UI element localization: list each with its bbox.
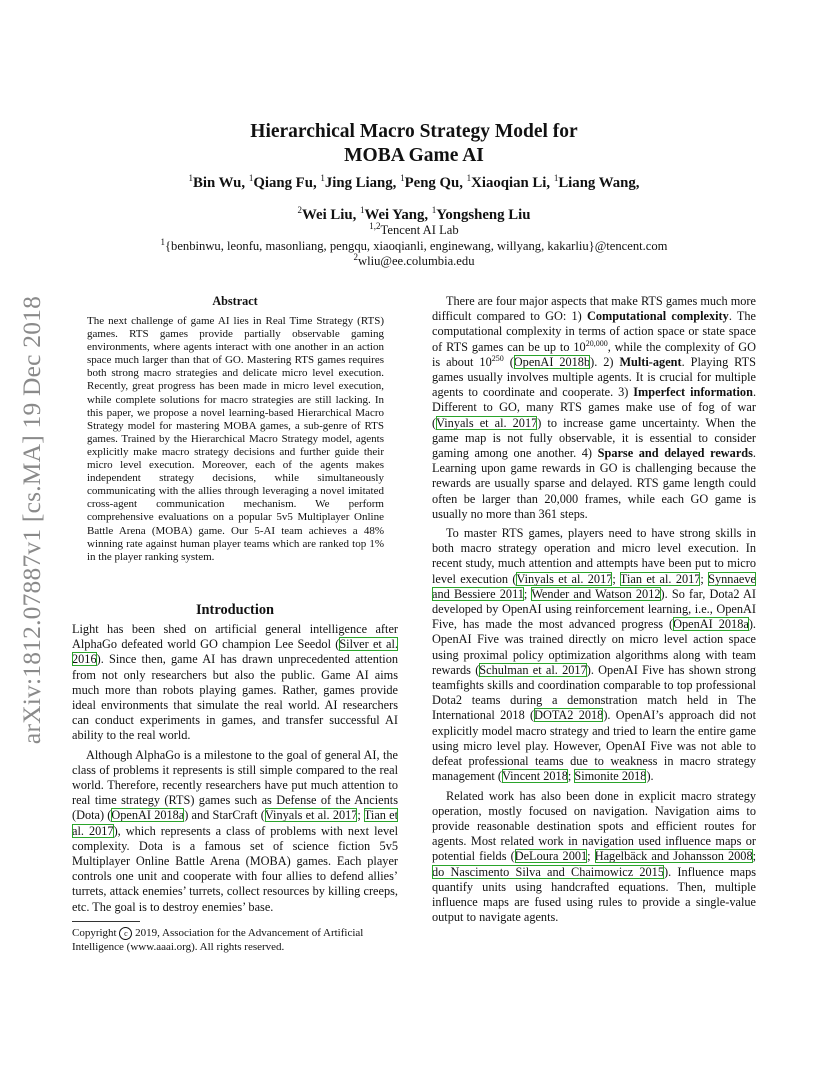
citation-link[interactable]: Schulman et al. 2017: [479, 662, 587, 677]
author-name: Wei Yang,: [364, 207, 432, 223]
email: wliu@ee.columbia.edu: [357, 254, 475, 268]
abstract-text: The next challenge of game AI lies in Real Time Strategy (RTS) games. RTS games provide partially observable gaming environments, where agents interact with one another in an action space much larger than that of GO. Mastering RTS games requires both strong macro strategies and delicate micro level execution. Recently, great progress has been made in micro level execution, while complete solutions for macro strategies are still lacking. In this paper, we propose a novel learning-based Hierarchical Macro Strategy model for mastering MOBA games, a sub-genre of RTS games. Trained by the Hierarchical Macro Strategy model, agents explicitly make macro strategy decisions and further guide their micro level execution. Moreover, each of the agents makes independent strategy decisions, while simultaneously communicating with the allies through leveraging a novel imitated cross-agent communication mechanism. We perform comprehensive evaluations on a popular 5v5 Multiplayer Online Battle Arena (MOBA) game. Our 5-AI team achieves a 48% winning rate against human player teams which are ranked top 1% in the player ranking system.: [87, 315, 384, 563]
left-column-body: [72, 622, 398, 915]
text: ;: [587, 849, 595, 864]
affiliation-lab: [60, 220, 768, 238]
text: ), which represents a class of problems with next level complexity. Dota is a famous set of science fiction 5v5 Multiplayer Online Battle Arena (MOBA) games. Each player controls one unit and cooperate with four allies to defend allies’ turrets, attack enemies’ turrets, collect resources by killing creeps, etc. The goal is to destroy enemies’ base.: [72, 823, 398, 914]
affil-marker: 2: [297, 205, 303, 216]
text: ). So far, Dota2 AI developed by OpenAI using reinforcement learning, i.e., OpenAI Five, has made the most advanced progress (: [432, 586, 756, 632]
text: ). Since then, game AI has drawn unprecedented attention from not only researchers but also the public. Game AI aims much more than robots playing games. Rather, games provide ideal environments that simulate the real world. AI researchers can conduct experiments in games, and transfer successful AI ability to the real world.: [72, 652, 398, 743]
author-name: Qiang Fu,: [253, 175, 321, 191]
affil-marker: 1: [320, 173, 325, 184]
affil-marker: 1: [188, 173, 194, 184]
affil-marker: 2: [353, 251, 358, 262]
authors-line-2: [60, 206, 768, 224]
text: ;: [567, 769, 575, 784]
citation-link[interactable]: Vinyals et al. 2017: [516, 571, 613, 586]
text: ). 2): [590, 354, 620, 369]
text: ). OpenAI Five was trained directly on micro level action space using proximal policy optimization algorithms along with team rewards (: [432, 617, 756, 677]
text: ;: [752, 849, 757, 864]
introduction-heading: Introduction: [195, 602, 275, 618]
right-paragraph-3: [432, 789, 756, 926]
affil-marker: 1: [400, 173, 405, 184]
author-name: Peng Qu,: [404, 175, 467, 191]
citation-link[interactable]: Vincent 2018: [502, 769, 568, 784]
affil-marker: 1,2: [369, 220, 381, 231]
text: ). OpenAI Five has shown strong teamfights skills and coordination comparable to top professional Dota2 teams during a demonstration match held in The International 2018 (: [432, 662, 756, 723]
citation-link[interactable]: OpenAI 2018a: [111, 808, 185, 823]
citation-link[interactable]: Synnaeve and Bessiere 2011: [432, 571, 756, 601]
author-name: Xiaoqian Li,: [471, 175, 554, 191]
citation-link[interactable]: Vinyals et al. 2017: [436, 415, 538, 430]
author-name: Wei Liu,: [302, 207, 360, 223]
citation-link[interactable]: DeLoura 2001: [514, 849, 588, 864]
email-list: {benbinwu, leonfu, masonliang, pengqu, xiaoqianli, enginewang, willyang, kakarliu}@tencent.com: [165, 239, 668, 253]
citation-link[interactable]: Tian et al. 2017: [619, 571, 701, 586]
affil-marker: 1: [248, 173, 254, 184]
title-line-2: MOBA Game AI: [344, 145, 484, 166]
copyright-footnote: [72, 926, 398, 954]
text: . The computational complexity in terms of action space or state space of RTS games can be up to 10: [432, 309, 757, 354]
citation-link[interactable]: Hagelbäck and Johansson 2008: [594, 849, 753, 864]
text: ).: [646, 769, 654, 784]
text: There are four major aspects that make RTS games much more difficult compared to GO: 1): [432, 294, 756, 324]
text: To master RTS games, players need to have strong skills in both macro strategy operation and micro level execution. In recent study, much attention and attempts have been put to micro level execution (: [432, 526, 756, 586]
bold-term: Sparse and delayed rewards: [597, 446, 753, 461]
text: . Different to GO, many RTS games make use of fog of war (: [432, 385, 757, 430]
right-paragraph-1: [432, 294, 756, 522]
citation-link[interactable]: do Nascimento Silva and Chaimowicz 2015: [432, 864, 664, 879]
citation-link[interactable]: OpenAI 2018a: [673, 617, 749, 632]
title-line-1: Hierarchical Macro Strategy Model for: [250, 121, 578, 142]
citation-link[interactable]: Vinyals et al. 2017: [264, 808, 358, 823]
affil-marker: 1: [466, 173, 472, 184]
paper-title: [0, 120, 828, 168]
affil-marker: 1: [160, 236, 165, 247]
intro-paragraph-1: [72, 622, 398, 744]
abstract-heading: Abstract: [212, 294, 258, 308]
bold-term: Imperfect information: [633, 385, 753, 400]
text: 2019, Association for the Advancement of Artificial Intelligence (www.aaai.org). All rights reserved.: [72, 927, 364, 953]
lab-name: Tencent AI Lab: [380, 223, 459, 237]
bold-term: Multi-agent: [619, 354, 682, 369]
author-name: Jing Liang,: [324, 175, 401, 191]
affil-marker: 1: [431, 205, 437, 216]
affiliation-email-2: [60, 251, 768, 269]
text: ;: [523, 586, 532, 601]
affil-marker: 1: [553, 173, 559, 184]
text: ). Influence maps quantify units using handcrafted equations. Then, multiple influence maps are fused using rules to provide a single-value output to navigate agents.: [432, 864, 757, 925]
right-column-body: [432, 294, 756, 925]
author-name: Yongsheng Liu: [436, 207, 531, 223]
affil-marker: 1: [360, 205, 365, 216]
citation-link[interactable]: Wender and Watson 2012: [531, 586, 661, 601]
exponent: 20,000: [585, 338, 608, 348]
authors-line-1: [60, 174, 768, 192]
text: ). OpenAI’s approach did not explicitly model macro strategy and tried to learn the entire game using micro level play. However, OpenAI Five was not able to defeat professional teams due to weakness in macro strategy management (: [432, 708, 756, 784]
text: . Playing RTS games usually involves multiple agents. It is crucial for multiple agents to coordinate and cooperate. 3): [432, 354, 756, 400]
arxiv-identifier-text: arXiv:1812.07887v1 [cs.MA] 19 Dec 2018: [17, 295, 46, 745]
citation-link[interactable]: Simonite 2018: [574, 769, 647, 784]
affiliation-email-1: [60, 236, 768, 254]
text: Light has been shed on artificial general intelligence after AlphaGo defeated world GO champion Lee Seedol (: [72, 622, 398, 652]
text: ) and StarCraft (: [184, 808, 265, 823]
arxiv-identifier: [6, 260, 58, 780]
citation-link[interactable]: Silver et al. 2016: [72, 637, 398, 667]
text: ;: [357, 808, 364, 823]
bold-term: Computational complexity: [586, 309, 729, 324]
text: (: [503, 354, 514, 369]
right-paragraph-2: [432, 526, 756, 784]
citation-link[interactable]: Tian et al. 2017: [72, 808, 399, 838]
text: ;: [612, 571, 620, 586]
citation-link[interactable]: OpenAI 2018b: [513, 354, 591, 369]
text: Related work has also been done in explicit macro strategy operation, mostly focused on navigation. Navigation aims to provide reasonable destination spots and efficient routes for agents. Most related work in navigation used influence maps or potential fields (: [432, 788, 756, 864]
text: ;: [700, 571, 709, 586]
text: Copyright: [72, 927, 120, 939]
exponent: 250: [491, 353, 504, 363]
citation-link[interactable]: DOTA2 2018: [534, 708, 604, 723]
author-name: Liang Wang,: [558, 175, 640, 191]
text: . Learning upon game rewards in GO is challenging because the rewards are usually sparse and delayed. RTS game length could often be larger than 20,000 frames, while each GO game is usually no more than 361 steps.: [432, 446, 756, 521]
author-name: Bin Wu,: [193, 175, 249, 191]
footnote-rule: [72, 921, 140, 922]
intro-paragraph-2: [72, 748, 398, 915]
text: , while the complexity of GO is about 10: [432, 339, 756, 369]
text: ) to increase game uncertainty. When the game map is not fully observable, it is essential to consider gaming among one another. 4): [432, 415, 757, 461]
text: Although AlphaGo is a milestone to the goal of general AI, the class of problems it represents is still simple compared to the real world. Therefore, recently researchers have put much attention to real time strategy (RTS) games such as Defense of the Ancients (Dota) (: [72, 747, 398, 823]
copyright-icon: c: [119, 927, 132, 940]
